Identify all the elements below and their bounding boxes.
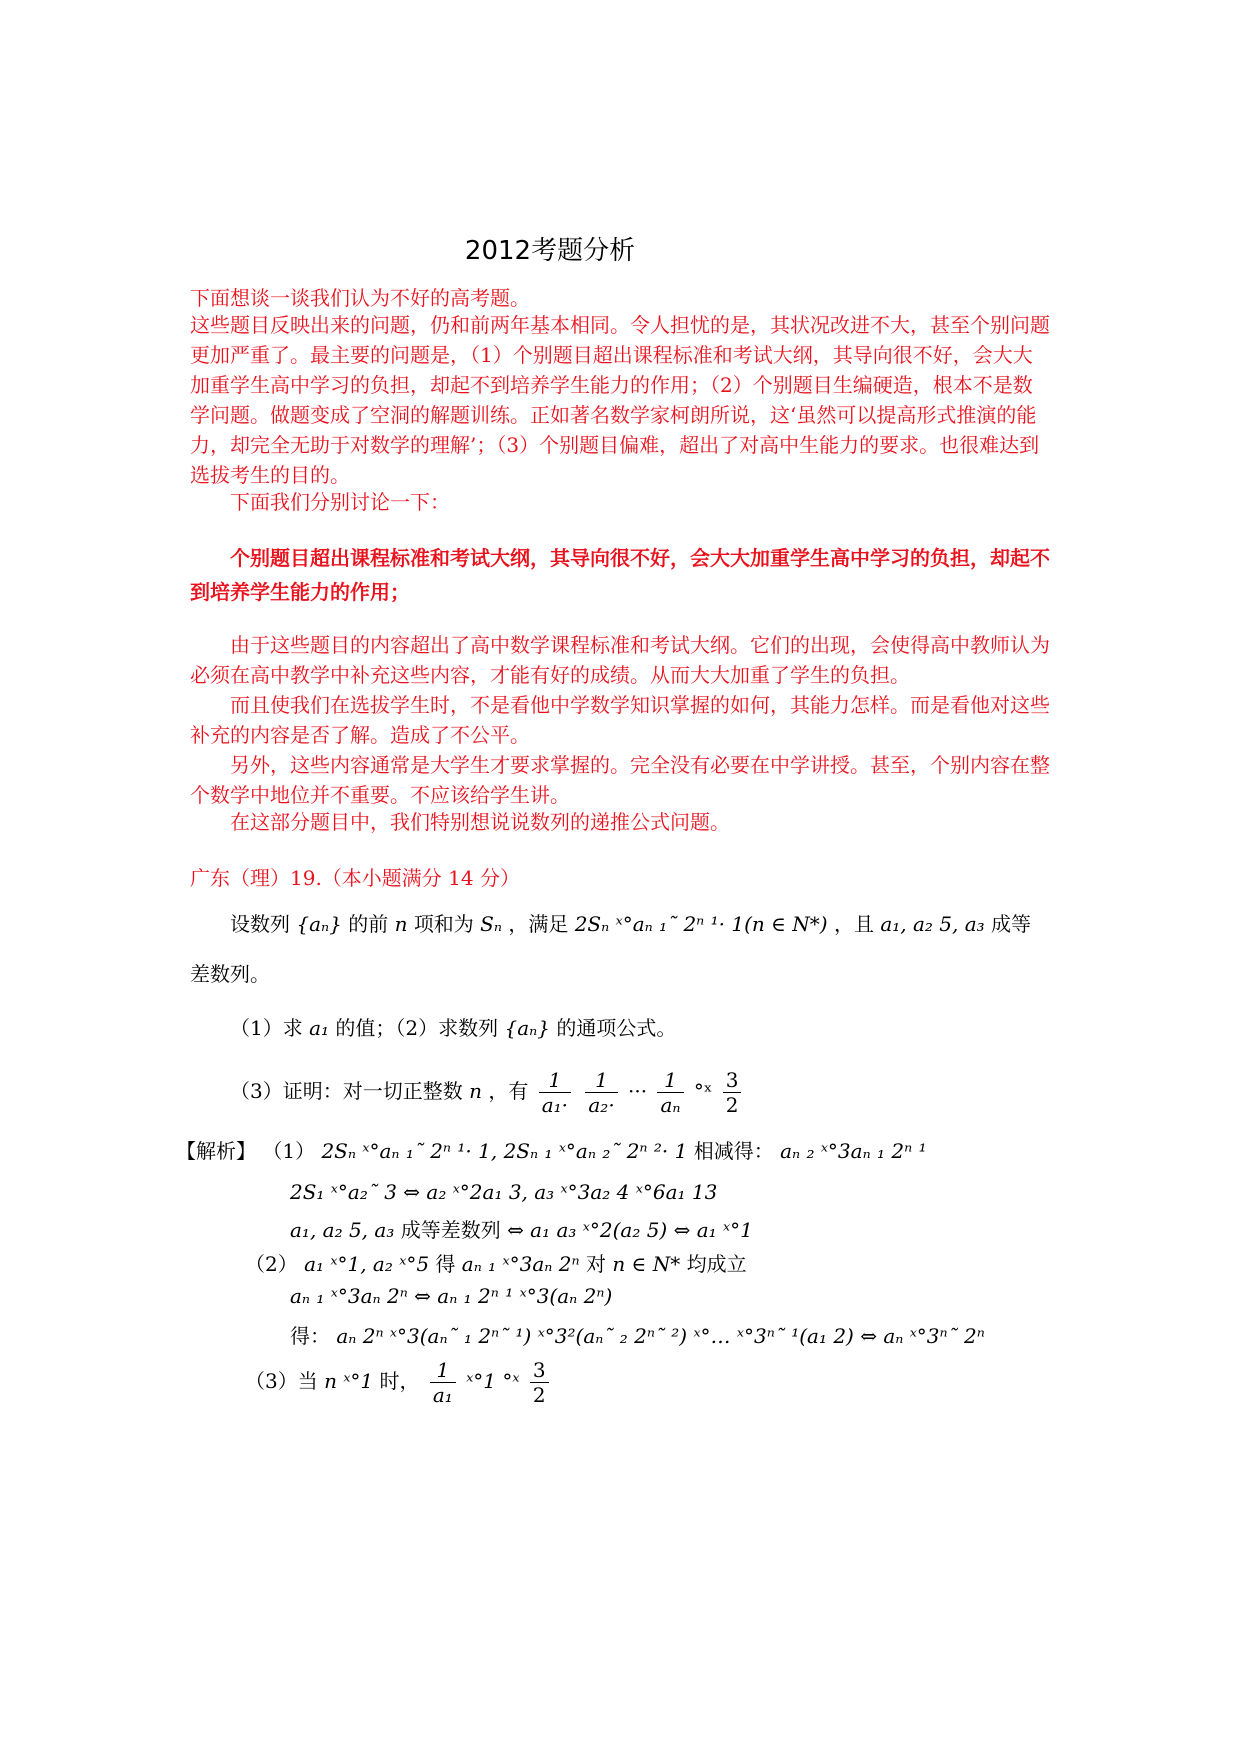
solution-part-1-line-1: [176, 1135, 927, 1164]
solution-1-arith-text: 成等差数列: [400, 1218, 501, 1242]
solution-1-equation: 2Sₙ ˣ°aₙ ₁˜ 2ⁿ ¹· 1, 2Sₙ ₁ ˣ°aₙ ₂˜ 2ⁿ ²· 1: [321, 1139, 688, 1163]
solution-3-fraction-1-over-a1: $\frac{1}{\text{a₁}}$: [430, 1358, 456, 1407]
fraction-1-over-an: $\frac{1}{\text{aₙ}}$: [657, 1068, 683, 1117]
stem-text-g: 差数列。: [190, 962, 270, 986]
solution-3-text: 时，: [379, 1369, 420, 1393]
solution-2-tag: （2）: [245, 1252, 298, 1276]
intro-paragraph-2: 这些题目反映出来的问题，仍和前两年基本相同。令人担忧的是，其状况改进不大，甚至个别问题更加严重了。最主要的问题是，（1）个别题目超出课程标准和考试大纲，其导向很不好，会大大加重学生高中学习的负担，却起不到培养学生能力的作用；（2）个别题目生编硬造，根本不是数学问题。做题变成了空洞的解题训练。正如著名数学家柯朗所说，这‘虽然可以提高形式推演的能力，却完全无助于对数学的理解’；（3）个别题目偏难，超出了对高中生能力的要求。也很难达到选拔考生的目的。: [190, 313, 1050, 487]
solution-part-1-line-2: 2S₁ ˣ°a₂˜ 3 ⇔ a₂ ˣ°2a₁ 3, a₃ ˣ°3a₂ 4 ˣ°6a₁ 13: [290, 1180, 718, 1204]
solution-part-1-line-3: [290, 1214, 753, 1243]
solution-3-tag: （3）当: [245, 1369, 318, 1393]
n-symbol: n: [394, 912, 408, 936]
terms-expression: a₁, a₂ 5, a₃: [880, 912, 985, 936]
solution-2-holds-text: 均成立: [686, 1252, 747, 1276]
intro-paragraph-1: 下面想谈一谈我们认为不好的高考题。: [190, 286, 530, 310]
solution-1-text: 相减得：: [693, 1139, 774, 1163]
solution-2-values: a₁ ˣ°1, a₂ ˣ°5: [304, 1252, 430, 1276]
stem-text-b: 的前: [348, 912, 389, 936]
q3-n-symbol: n: [469, 1079, 482, 1103]
body-paragraph-3: 另外，这些内容通常是大学生才要求掌握的。完全没有必要在中学讲授。甚至，个别内容在整个数学中地位并不重要。不应该给学生讲。: [190, 753, 1050, 807]
stem-text-d: ，满足: [508, 912, 569, 936]
problem-stem-line-1: [230, 908, 1031, 937]
condition-equation: 2Sₙ ˣ°aₙ ₁˜ 2ⁿ ¹· 1(n ∈ N*): [574, 912, 828, 936]
solution-3-fraction-3-over-2: $\frac{3}{2}$: [530, 1358, 549, 1407]
solution-label: 【解析】: [176, 1139, 256, 1163]
problem-header: 广东（理）19.（本小题满分 14 分）: [190, 866, 520, 890]
solution-part-2-line-3: [290, 1320, 985, 1349]
q2b-text: 的通项公式。: [556, 1016, 677, 1040]
solution-1-terms: a₁, a₂ 5, a₃: [290, 1218, 395, 1242]
stem-text-a: 设数列: [230, 912, 290, 936]
solution-1-tag: （1）: [262, 1139, 316, 1163]
q1b-text: 的值；（2）求数列: [335, 1016, 499, 1040]
section-heading: 个别题目超出课程标准和考试大纲，其导向很不好，会大大加重学生高中学习的负担，却起不到培养学生能力的作用；: [190, 546, 1050, 604]
solution-part-2-line-2: aₙ ₁ ˣ°3aₙ 2ⁿ ⇔ aₙ ₁ 2ⁿ ¹ ˣ°3(aₙ 2ⁿ): [290, 1284, 613, 1308]
solution-2-result-equation: aₙ 2ⁿ ˣ°3(aₙ˜ ₁ 2ⁿ˜ ¹) ˣ°3²(aₙ˜ ₂ 2ⁿ˜ ²) ˣ°… ˣ°3ⁿ˜ ¹(a₁ 2) ⇔ aₙ ˣ°3ⁿ˜ 2ⁿ: [336, 1324, 985, 1348]
q1-text: （1）求: [230, 1016, 303, 1040]
q3b-text: ，有: [488, 1079, 529, 1103]
solution-2-result-text: 得：: [290, 1324, 330, 1348]
body-paragraph-1: 由于这些题目的内容超出了高中数学课程标准和考试大纲。它们的出现，会使得高中教师认为必须在高中教学中补充这些内容，才能有好的成绩。从而大大加重了学生的负担。: [190, 633, 1050, 687]
stem-text-c: 项和为: [413, 912, 474, 936]
solution-1-conclusion: ⇔ a₁ a₃ ˣ°2(a₂ 5) ⇔ a₁ ˣ°1: [507, 1218, 753, 1242]
fraction-1-over-a2: $\frac{1}{\text{a₂·}}$: [585, 1068, 617, 1117]
solution-2-dui-text: 对: [585, 1252, 606, 1276]
solution-part-3-line-1: [245, 1358, 553, 1407]
solution-3-condition: n ˣ°1: [324, 1369, 374, 1393]
q2-sequence-symbol: {aₙ}: [504, 1016, 550, 1040]
question-1-2: [230, 1012, 676, 1041]
a1-symbol: a₁: [309, 1016, 330, 1040]
stem-text-f: 成等: [991, 912, 1032, 936]
relation-symbol: °ˣ: [693, 1079, 713, 1103]
body-paragraph-2: 而且使我们在选拔学生时，不是看他中学数学知识掌握的如何，其能力怎样。而是看他对这些补充的内容是否了解。造成了不公平。: [190, 693, 1050, 747]
body-paragraph-4: 在这部分题目中，我们特别想说说数列的递推公式问题。: [230, 810, 730, 834]
dots-symbol: ···: [628, 1079, 648, 1103]
fraction-3-over-2: $\frac{3}{2}$: [723, 1068, 742, 1117]
stem-text-e: ，且: [833, 912, 874, 936]
solution-2-domain: n ∈ N*: [612, 1252, 681, 1276]
fraction-1-over-a1: $\frac{1}{\text{a₁·}}$: [539, 1068, 571, 1117]
q3-text: （3）证明：对一切正整数: [230, 1079, 463, 1103]
intro-paragraph-3: 下面我们分别讨论一下：: [230, 490, 450, 514]
solution-3-middle: ˣ°1 °ˣ: [466, 1369, 520, 1393]
sequence-symbol: {aₙ}: [296, 912, 342, 936]
solution-2-de-text: 得: [435, 1252, 456, 1276]
solution-part-2-line-1: [245, 1248, 747, 1277]
page-title: 2012考题分析: [464, 236, 636, 266]
solution-2-recurrence: aₙ ₁ ˣ°3aₙ 2ⁿ: [461, 1252, 580, 1276]
solution-1-result: aₙ ₂ ˣ°3aₙ ₁ 2ⁿ ¹: [780, 1139, 927, 1163]
question-3: [230, 1068, 745, 1117]
sn-symbol: Sₙ: [480, 912, 502, 936]
